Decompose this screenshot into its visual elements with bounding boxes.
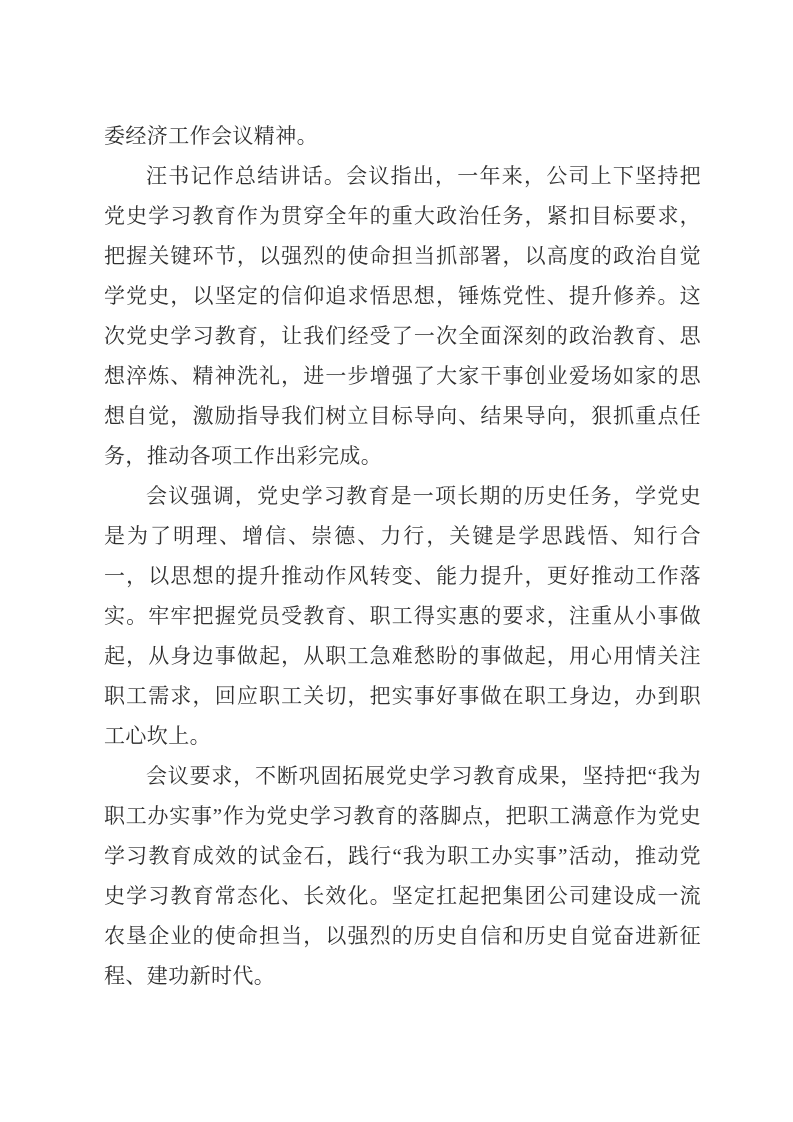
document-body: [104, 116, 701, 996]
paragraph-meeting-pointed-out: 汪书记作总结讲话。会议指出，一年来，公司上下坚持把党史学习教育作为贯穿全年的重大政治任务，紧扣目标要求，把握关键环节，以强烈的使命担当抓部署，以高度的政治自觉学党史，以坚定的信仰追求悟思想，锤炼党性、提升修养。这次党史学习教育，让我们经受了一次全面深刻的政治教育、思想淬炼、精神洗礼，进一步增强了大家干事创业爱场如家的思想自觉，激励指导我们树立目标导向、结果导向，狠抓重点任务，推动各项工作出彩完成。: [104, 164, 701, 468]
paragraph-continuation: 委经济工作会议精神。: [104, 124, 318, 148]
paragraph-meeting-required: 会议要求，不断巩固拓展党史学习教育成果，坚持把“我为职工办实事”作为党史学习教育的落脚点，把职工满意作为党史学习教育成效的试金石，践行“我为职工办实事”活动，推动党史学习教育常态化、长效化。坚定扛起把集团公司建设成一流农垦企业的使命担当，以强烈的历史自信和历史自觉奋进新征程、建功新时代。: [104, 764, 701, 988]
paragraph-meeting-emphasized: 会议强调，党史学习教育是一项长期的历史任务，学党史是为了明理、增信、崇德、力行，关键是学思践悟、知行合一，以思想的提升推动作风转变、能力提升，更好推动工作落实。牢牢把握党员受教育、职工得实惠的要求，注重从小事做起，从身边事做起，从职工急难愁盼的事做起，用心用情关注职工需求，回应职工关切，把实事好事做在职工身边，办到职工心坎上。: [104, 484, 701, 748]
